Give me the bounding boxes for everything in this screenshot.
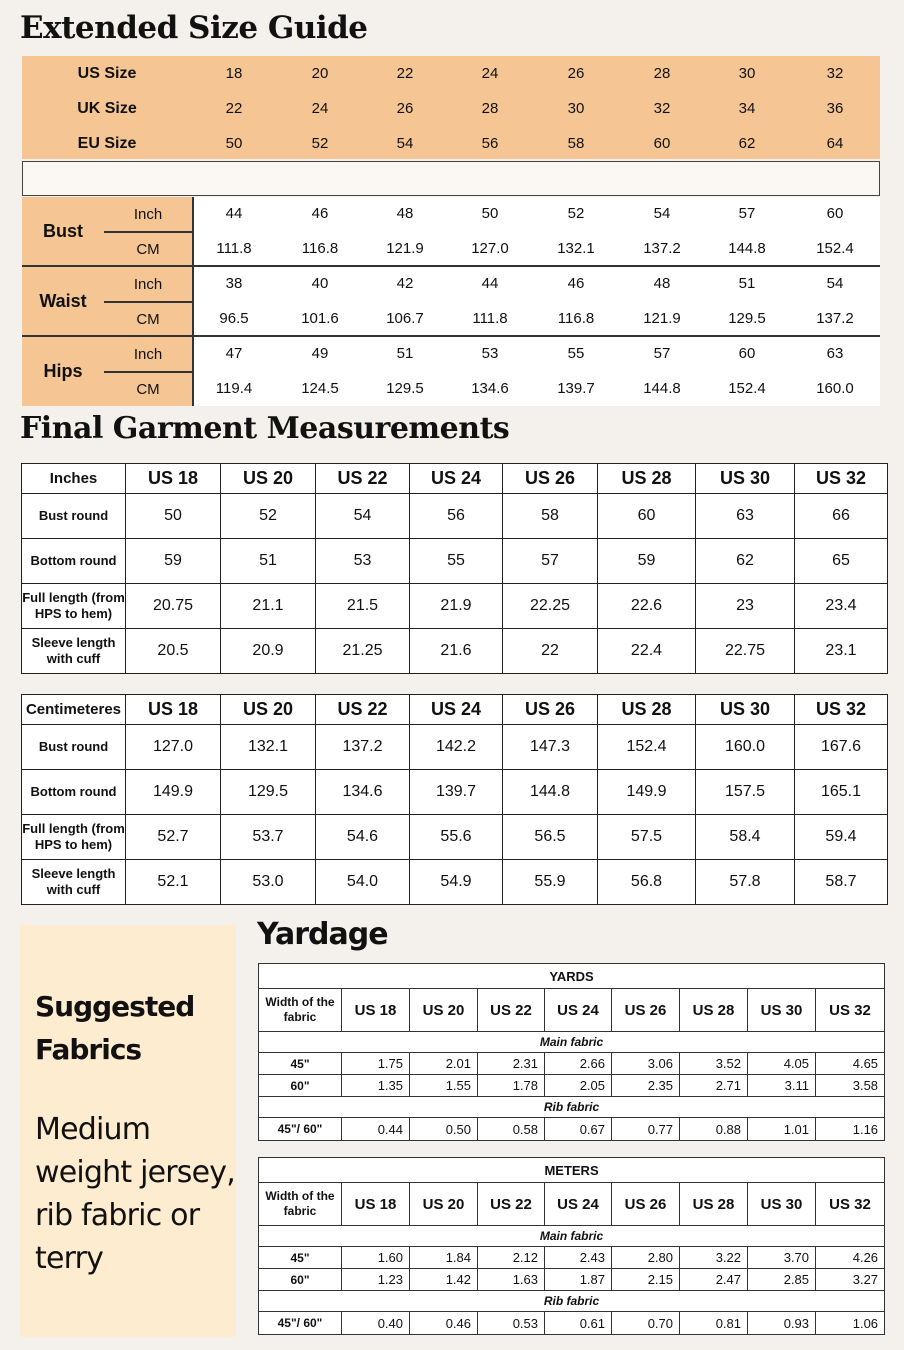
measurement-cell: 160.0 [696, 725, 795, 770]
yardage-cell: 0.81 [680, 1312, 748, 1335]
measurement-cell: 58.4 [696, 815, 795, 860]
yardage-cell: 1.75 [342, 1053, 410, 1075]
row-label: Bust round [22, 494, 126, 539]
size-value: 64 [826, 135, 844, 152]
measurement-cell: 132.1 [221, 725, 316, 770]
yardage-cell: 3.27 [816, 1269, 885, 1291]
measurement-cell: 55.6 [410, 815, 503, 860]
final-garment-measurements-title: Final Garment Measurements [20, 411, 510, 446]
measurement-cell: 22 [503, 629, 598, 674]
size-column-header: US 30 [748, 989, 816, 1032]
yardage-cell: 1.55 [410, 1075, 478, 1097]
size-value: 58 [567, 135, 585, 152]
size-value: 56 [481, 135, 499, 152]
yardage-cell: 2.47 [680, 1269, 748, 1291]
table-row [259, 1075, 885, 1097]
size-header-row [22, 126, 880, 161]
measurement-cell: 23 [696, 584, 795, 629]
measurement-cell: 56.5 [503, 815, 598, 860]
yardage-cell: 0.88 [680, 1118, 748, 1141]
fabric-width-label: 45"/ 60" [259, 1312, 342, 1335]
yardage-cell: 1.42 [410, 1269, 478, 1291]
measurement-value: 119.4 [215, 380, 253, 397]
size-column-header: US 30 [696, 695, 795, 725]
size-value: 28 [653, 65, 671, 82]
table-row [22, 770, 888, 815]
measurement-value: 51 [738, 275, 756, 292]
yardage-cell: 4.26 [816, 1247, 885, 1269]
yardage-cell: 1.35 [342, 1075, 410, 1097]
size-column-header: US 20 [221, 695, 316, 725]
yardage-meters-table [258, 1157, 885, 1335]
size-column-header: US 26 [612, 989, 680, 1032]
measurement-cell: 58 [503, 494, 598, 539]
measurement-cell: 53 [316, 539, 410, 584]
main-fabric-label: Main fabric [259, 1032, 885, 1053]
size-column-header: US 18 [126, 464, 221, 494]
yardage-cell: 1.84 [410, 1247, 478, 1269]
measurement-cell: 53.7 [221, 815, 316, 860]
measurement-value: 121.9 [386, 240, 424, 257]
measurement-value: 96.5 [219, 310, 249, 327]
measurement-cell: 55.9 [503, 860, 598, 905]
garment-inches-table [21, 463, 888, 674]
size-value: 52 [311, 135, 329, 152]
yardage-cell: 0.53 [478, 1312, 545, 1335]
suggested-fabrics-panel [20, 925, 236, 1337]
size-column-header: US 28 [598, 695, 696, 725]
yardage-cell: 0.50 [410, 1118, 478, 1141]
measurement-value: 124.5 [301, 380, 339, 397]
measurement-cell: 59 [598, 539, 696, 584]
measurement-value: 129.5 [728, 310, 766, 327]
measurement-cell: 21.1 [221, 584, 316, 629]
size-value: 50 [225, 135, 243, 152]
size-value: 22 [396, 65, 414, 82]
size-value: 24 [311, 100, 329, 117]
suggested-fabrics-title: Suggested Fabrics [35, 990, 195, 1066]
size-header-row [22, 695, 888, 725]
measurement-value: 50 [481, 205, 499, 222]
measurement-value: 137.2 [643, 240, 681, 257]
rib-fabric-label: Rib fabric [259, 1291, 885, 1312]
table-corner-label: Centimeteres [22, 695, 126, 725]
yardage-cell: 1.60 [342, 1247, 410, 1269]
size-column-header: US 18 [342, 1183, 410, 1226]
yardage-cell: 2.31 [478, 1053, 545, 1075]
yardage-cell: 0.40 [342, 1312, 410, 1335]
measurement-cell: 63 [696, 494, 795, 539]
measurement-value: 44 [225, 205, 243, 222]
table-row [259, 1247, 885, 1269]
size-column-header: US 28 [680, 989, 748, 1032]
measurement-cell: 66 [795, 494, 888, 539]
size-value: 30 [567, 100, 585, 117]
size-header-row [259, 1183, 885, 1226]
yardage-cell: 0.44 [342, 1118, 410, 1141]
measurement-value: 137.2 [816, 310, 854, 327]
fabric-width-label: 45" [259, 1053, 342, 1075]
measurement-cell: 21.5 [316, 584, 410, 629]
size-value: 34 [738, 100, 756, 117]
measurement-name: Bust [43, 220, 83, 241]
yardage-cell: 2.43 [545, 1247, 612, 1269]
measurement-value: 46 [567, 275, 585, 292]
size-value: 20 [311, 65, 329, 82]
row-label: Full length (from HPS to hem) [22, 584, 126, 629]
size-column-header: US 32 [795, 464, 888, 494]
fabric-width-label: 60" [259, 1075, 342, 1097]
size-column-header: US 26 [503, 464, 598, 494]
fabric-width-label: 60" [259, 1269, 342, 1291]
measurement-cell: 20.5 [126, 629, 221, 674]
yardage-unit-caption: METERS [259, 1158, 885, 1183]
measurement-value: 44 [481, 275, 499, 292]
measurement-value: 40 [311, 275, 329, 292]
size-column-header: US 22 [478, 1183, 545, 1226]
measurement-value: 60 [738, 345, 756, 362]
size-value: 60 [653, 135, 671, 152]
measurement-value: 152.4 [728, 380, 766, 397]
row-label: Full length (from HPS to hem) [22, 815, 126, 860]
size-conversion-header [22, 56, 880, 159]
measurement-cell: 142.2 [410, 725, 503, 770]
measurement-value: 106.7 [386, 310, 424, 327]
measurement-cell: 137.2 [316, 725, 410, 770]
yardage-title: Yardage [257, 917, 388, 952]
unit-label: CM [136, 240, 160, 258]
measurement-value: 116.8 [557, 310, 595, 327]
size-column-header: US 18 [342, 989, 410, 1032]
yardage-cell: 2.71 [680, 1075, 748, 1097]
yardage-cell: 1.01 [748, 1118, 816, 1141]
measurement-cell: 59 [126, 539, 221, 584]
measurement-cell: 57 [503, 539, 598, 584]
measurement-value: 160.0 [816, 380, 854, 397]
table-row [22, 860, 888, 905]
size-value: 28 [481, 100, 499, 117]
measurement-value: 52 [567, 205, 585, 222]
yardage-cell: 3.11 [748, 1075, 816, 1097]
measurement-value: 51 [396, 345, 414, 362]
yardage-cell: 1.06 [816, 1312, 885, 1335]
size-value: 22 [225, 100, 243, 117]
measurement-cell: 54.6 [316, 815, 410, 860]
measurement-block [22, 267, 880, 337]
measurement-value: 129.5 [386, 380, 424, 397]
measurement-name: Hips [43, 360, 83, 381]
yardage-cell: 2.12 [478, 1247, 545, 1269]
size-header-row [22, 464, 888, 494]
size-column-header: US 24 [545, 1183, 612, 1226]
main-fabric-label: Main fabric [259, 1226, 885, 1247]
measurement-cell: 22.25 [503, 584, 598, 629]
size-column-header: US 20 [410, 989, 478, 1032]
yardage-cell: 1.16 [816, 1118, 885, 1141]
measurement-cell: 54 [316, 494, 410, 539]
size-value: 26 [567, 65, 585, 82]
measurement-value: 47 [225, 345, 243, 362]
section-row [259, 1291, 885, 1312]
measurement-value: 116.8 [301, 240, 339, 257]
yardage-cell: 2.66 [545, 1053, 612, 1075]
yardage-cell: 3.52 [680, 1053, 748, 1075]
yardage-cell: 0.58 [478, 1118, 545, 1141]
rib-fabric-label: Rib fabric [259, 1097, 885, 1118]
measurement-value: 57 [738, 205, 756, 222]
unit-label: Inch [104, 337, 192, 373]
measurement-cell: 21.9 [410, 584, 503, 629]
fabric-width-label: 45"/ 60" [259, 1118, 342, 1141]
fabric-width-label: 45" [259, 1247, 342, 1269]
size-value: 32 [826, 65, 844, 82]
measurement-block [22, 197, 880, 267]
measurement-value: 48 [396, 205, 414, 222]
yardage-cell: 4.65 [816, 1053, 885, 1075]
size-value: 18 [225, 65, 243, 82]
yardage-cell: 2.01 [410, 1053, 478, 1075]
size-column-header: US 20 [410, 1183, 478, 1226]
unit-label: CM [136, 310, 160, 328]
measurement-cell: 58.7 [795, 860, 888, 905]
measurement-cell: 23.4 [795, 584, 888, 629]
size-value: 36 [826, 100, 844, 117]
yardage-cell: 0.67 [545, 1118, 612, 1141]
measurement-value: 46 [311, 205, 329, 222]
size-column-header: US 24 [545, 989, 612, 1032]
size-column-header: US 26 [612, 1183, 680, 1226]
yardage-cell: 3.58 [816, 1075, 885, 1097]
measurement-value: 101.6 [301, 310, 339, 327]
measurement-cell: 149.9 [126, 770, 221, 815]
measurement-cell: 54.9 [410, 860, 503, 905]
row-label: Bottom round [22, 539, 126, 584]
size-system-label: UK Size [77, 99, 137, 117]
measurement-cell: 54.0 [316, 860, 410, 905]
yardage-cell: 3.22 [680, 1247, 748, 1269]
measurement-cell: 165.1 [795, 770, 888, 815]
size-column-header: US 32 [795, 695, 888, 725]
extended-size-guide-table [22, 56, 880, 406]
width-of-fabric-label: Width of the fabric [259, 1183, 342, 1226]
yardage-cell: 2.35 [612, 1075, 680, 1097]
caption-row [259, 1158, 885, 1183]
yardage-cell: 1.63 [478, 1269, 545, 1291]
width-of-fabric-label: Width of the fabric [259, 989, 342, 1032]
measurement-cell: 53.0 [221, 860, 316, 905]
measurement-value: 60 [826, 205, 844, 222]
unit-label: CM [136, 380, 160, 398]
measurement-value: 134.6 [471, 380, 509, 397]
measurement-value: 152.4 [816, 240, 854, 257]
measurement-value: 38 [225, 275, 243, 292]
measurement-cell: 56 [410, 494, 503, 539]
measurement-cell: 22.6 [598, 584, 696, 629]
measurement-cell: 57.5 [598, 815, 696, 860]
measurement-value: 57 [653, 345, 671, 362]
measurement-value: 54 [653, 205, 671, 222]
measurement-value: 55 [567, 345, 585, 362]
table-row [22, 539, 888, 584]
caption-row [259, 964, 885, 989]
table-row [22, 584, 888, 629]
measurement-cell: 60 [598, 494, 696, 539]
yardage-cell: 2.85 [748, 1269, 816, 1291]
measurement-cell: 22.75 [696, 629, 795, 674]
measurement-cell: 22.4 [598, 629, 696, 674]
yardage-cell: 2.15 [612, 1269, 680, 1291]
garment-cm-table [21, 694, 888, 905]
size-value: 54 [396, 135, 414, 152]
measurement-cell: 23.1 [795, 629, 888, 674]
size-value: 24 [481, 65, 499, 82]
size-column-header: US 26 [503, 695, 598, 725]
measurement-cell: 56.8 [598, 860, 696, 905]
size-column-header: US 18 [126, 695, 221, 725]
table-corner-label: Inches [22, 464, 126, 494]
size-column-header: US 28 [680, 1183, 748, 1226]
yardage-cell: 2.80 [612, 1247, 680, 1269]
size-column-header: US 22 [478, 989, 545, 1032]
yardage-cell: 1.78 [478, 1075, 545, 1097]
measurement-value: 111.8 [216, 240, 252, 257]
measurement-cell: 157.5 [696, 770, 795, 815]
measurement-value: 132.1 [557, 240, 595, 257]
measurement-cell: 57.8 [696, 860, 795, 905]
row-label: Sleeve length with cuff [22, 860, 126, 905]
measurement-value: 48 [653, 275, 671, 292]
size-column-header: US 30 [696, 464, 795, 494]
measurement-cell: 149.9 [598, 770, 696, 815]
measurement-value: 42 [396, 275, 414, 292]
yardage-cell: 0.46 [410, 1312, 478, 1335]
size-system-label: EU Size [77, 134, 137, 152]
measurement-name: Waist [39, 290, 87, 311]
unit-label: Inch [104, 197, 192, 233]
measurement-value: 127.0 [471, 240, 509, 257]
row-label: Sleeve length with cuff [22, 629, 126, 674]
size-value: 26 [396, 100, 414, 117]
size-guide-body [22, 197, 880, 406]
table-row [259, 1118, 885, 1141]
table-row [259, 1269, 885, 1291]
measurement-cell: 52.7 [126, 815, 221, 860]
yardage-cell: 3.70 [748, 1247, 816, 1269]
table-row [259, 1053, 885, 1075]
yardage-yards-table [258, 963, 885, 1141]
size-column-header: US 20 [221, 464, 316, 494]
row-label: Bust round [22, 725, 126, 770]
extended-size-guide-title: Extended Size Guide [20, 10, 368, 46]
size-guide-spacer [22, 161, 880, 196]
yardage-cell: 1.23 [342, 1269, 410, 1291]
yardage-cell: 2.05 [545, 1075, 612, 1097]
size-column-header: US 32 [816, 989, 885, 1032]
size-column-header: US 22 [316, 695, 410, 725]
measurement-value: 63 [826, 345, 844, 362]
size-column-header: US 24 [410, 695, 503, 725]
table-row [22, 629, 888, 674]
measurement-value: 139.7 [557, 380, 595, 397]
section-row [259, 1226, 885, 1247]
measurement-cell: 52.1 [126, 860, 221, 905]
table-row [259, 1312, 885, 1335]
size-column-header: US 28 [598, 464, 696, 494]
measurement-cell: 20.9 [221, 629, 316, 674]
measurement-cell: 139.7 [410, 770, 503, 815]
yardage-cell: 0.77 [612, 1118, 680, 1141]
size-header-row [22, 91, 880, 126]
measurement-cell: 62 [696, 539, 795, 584]
measurement-cell: 147.3 [503, 725, 598, 770]
size-value: 62 [738, 135, 756, 152]
yardage-cell: 1.87 [545, 1269, 612, 1291]
measurement-value: 54 [826, 275, 844, 292]
suggested-fabrics-text: Medium weight jersey, rib fabric or terry [35, 1112, 235, 1276]
column-divider [192, 197, 194, 406]
measurement-cell: 144.8 [503, 770, 598, 815]
measurement-cell: 51 [221, 539, 316, 584]
measurement-cell: 65 [795, 539, 888, 584]
size-value: 30 [738, 65, 756, 82]
measurement-cell: 127.0 [126, 725, 221, 770]
unit-label: Inch [104, 267, 192, 303]
yardage-cell: 0.70 [612, 1312, 680, 1335]
table-row [22, 725, 888, 770]
yardage-cell: 4.05 [748, 1053, 816, 1075]
measurement-cell: 55 [410, 539, 503, 584]
measurement-cell: 52 [221, 494, 316, 539]
yardage-cell: 3.06 [612, 1053, 680, 1075]
table-row [22, 815, 888, 860]
measurement-value: 53 [481, 345, 499, 362]
table-row [22, 494, 888, 539]
measurement-cell: 21.25 [316, 629, 410, 674]
measurement-cell: 59.4 [795, 815, 888, 860]
measurement-cell: 21.6 [410, 629, 503, 674]
measurement-value: 111.8 [472, 310, 508, 327]
size-column-header: US 24 [410, 464, 503, 494]
yardage-cell: 0.93 [748, 1312, 816, 1335]
measurement-block [22, 337, 880, 407]
measurement-cell: 134.6 [316, 770, 410, 815]
measurement-cell: 167.6 [795, 725, 888, 770]
measurement-value: 49 [311, 345, 329, 362]
yardage-cell: 0.61 [545, 1312, 612, 1335]
size-header-row [259, 989, 885, 1032]
section-row [259, 1032, 885, 1053]
size-header-row [22, 56, 880, 91]
size-column-header: US 22 [316, 464, 410, 494]
size-column-header: US 30 [748, 1183, 816, 1226]
measurement-cell: 129.5 [221, 770, 316, 815]
size-column-header: US 32 [816, 1183, 885, 1226]
measurement-value: 121.9 [643, 310, 681, 327]
section-row [259, 1097, 885, 1118]
measurement-value: 144.8 [728, 240, 766, 257]
measurement-cell: 152.4 [598, 725, 696, 770]
measurement-cell: 20.75 [126, 584, 221, 629]
measurement-value: 144.8 [643, 380, 681, 397]
measurement-cell: 50 [126, 494, 221, 539]
yardage-unit-caption: YARDS [259, 964, 885, 989]
size-system-label: US Size [77, 64, 137, 82]
size-value: 32 [653, 100, 671, 117]
row-label: Bottom round [22, 770, 126, 815]
